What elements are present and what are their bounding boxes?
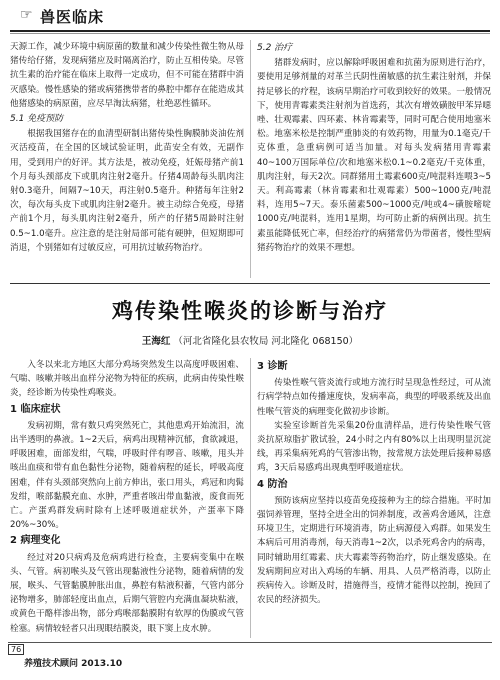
- page-footer: [8, 642, 492, 676]
- section-heading: 2 病理变化: [10, 535, 61, 547]
- paragraph: 猪群发病时，应以解除呼吸困难和抗菌为原则进行治疗，要使用足够剂量的对革兰氏阴性菌敏感的抗生素注射剂，并保持足够长的疗程，该病早期治疗可收到较好的效果。一般情况下，使用青霉素类注射剂为首选药，其次有增效磺胺甲苯异噁唑、壮观霉素、四环素、林肯霉素等，同时可配合使用地塞米松。地塞米松是控制严重肺炎的有效药物，用量为0.1毫克/千克体重，急重病例可适当加量。对每头发病猪用青霉素40~100万国际单位/次和地塞米松0.1~0.2毫克/千克体重，肌肉注射，每天2次。同群猪用土霉素600克/吨混料连喂3~5天。利高霉素（林肯霉素和壮观霉素）500~1000克/吨混料，连用5~7天。泰乐菌素500~1000克/吨或4~磺胺嘧啶1000克/吨混料，连用1星期，均可防止新的病例出现。抗生素虽能降低死亡率，但经治疗的病猪常仍为带菌者，慢性型病猪药物治疗的效果不理想。: [257, 58, 491, 253]
- header-rule-thin: [10, 33, 490, 34]
- paragraph: 天源工作，减少环境中病原菌的数量和减少传染性微生物从母猪传给仔猪，发现病猪应及时隔离治疗，防止互相传染。尽管抗生素的治疗能在临床上取得一定成功，但不可能在猪群中消灭感染。慢性感染的猪或病猪携带者的鼻腔中都存在能造成其他猪感染的病原菌，应尽早淘汰病猪，杜绝恶性循环。: [10, 42, 244, 109]
- section-heading: 1 临床症状: [10, 403, 61, 415]
- subsection-heading: 5.2 治疗: [257, 43, 293, 53]
- column-divider: [250, 40, 251, 278]
- bottom-right-column: [257, 358, 491, 607]
- bottom-left-column: [10, 358, 244, 636]
- magazine-name: 养殖技术顾问 2013.10: [24, 659, 123, 669]
- subsection-heading: 5.1 免疫预防: [10, 114, 64, 125]
- article-title: 鸡传染性喉炎的诊断与治疗: [112, 299, 388, 323]
- top-left-column: [10, 40, 244, 255]
- paragraph: 传染性喉气管炎流行或地方流行时呈现急性经过，可从流行病学特点如传播速度快，发病率高，典型的呼吸系统及出血性喉气管炎的病理变化做初步诊断。: [257, 378, 491, 417]
- paragraph: 实验室诊断首先采集20份血清样品，进行传染性喉气管炎抗原琼脂扩散试验，24小时之内有80%以上出现明显沉淀线，再采集病死鸡的气管渗出物，按常规方法处理后接种易感鸡，3天后易感鸡出现典型呼吸道症状。: [257, 420, 491, 474]
- section-heading: 4 防治: [257, 478, 288, 490]
- article-separator: [10, 283, 490, 284]
- page-header: [10, 2, 490, 40]
- column-divider: [250, 358, 251, 638]
- paragraph: 根据我国猪存在的血清型研制出猪传染性胸膜肺炎油佐剂灭活疫苗，在全国的区域试验证明，此苗安全有效，无副作用，受到用户的好评。其方法是，被动免疫，妊娠母猪产前1个月每头颈部皮下或肌肉注射2毫升。仔猪4周龄每头肌肉注射0.3毫升，间隔7~10天，再注射0.5毫升。种猪每年注射2次，每次每头皮下或肌肉注射2毫升。被主动综合免疫，母猪产前1个月，每头肌肉注射2毫升，所产的仔猪5周龄时注射0.5~1.0毫升。应注意的是注射局部可能有硬肿，但短期即可消退，个别猪如有过敏反应，可用抗过敏药物治疗。: [10, 129, 244, 253]
- pointing-hand-icon: ☞: [20, 7, 33, 23]
- paragraph: 经过对20只病鸡及危病鸡进行检查，主要病变集中在喉头、气管。病初喉头及气管出现黏液性分泌物，随着病情的发展，喉头、气管黏膜肿胀出血，鼻腔有粘液积蓄，气管内部分泌物增多，肺部轻度出血点，后期气管腔内充满血凝块粘液，或黄色干酪样渗出物，部分鸡喉部黏膜附有软厚的伪膜或气管栓塞。病情较轻者只出现眼结膜炎，眼下窦上皮水肿。: [10, 552, 244, 634]
- author-name: 王海红: [141, 336, 171, 347]
- paragraph: 入冬以来北方地区大部分鸡场突然发生以高度呼吸困难、气喘、咳嗽并咳出血样分泌物为特征的疾病，此病由传染性喉炎，经诊断为传染性鸡喉炎。: [10, 360, 244, 399]
- section-heading: 3 诊断: [257, 361, 288, 372]
- author-line: [0, 333, 500, 347]
- footer-rule: [8, 642, 492, 643]
- top-right-column: [257, 40, 491, 255]
- author-affiliation: （河北省隆化县农牧局 河北隆化 068150）: [173, 336, 359, 347]
- paragraph: 发病初期，常有数只鸡突然死亡，其他患鸡开始流泪，流出半透明的鼻液。1~2天后，病鸡出现精神沉郁，食欲减退，呼吸困难，面部发绀，气喘，呼吸时伴有啰音、咳嗽，甩头并咳出血痰和带有血色黏性分泌物，随着病程的延长，呼吸高度困难，伴有头颈部突然向上前方伸出，张口用头，鸡冠和肉髯发绀，喉部黏膜充血、水肿，严重者咳出带血黏液，废食而死亡。产蛋鸡群发病时除有上述呼吸道症状外，产蛋率下降20%~30%。: [10, 420, 244, 531]
- page-number: 76: [8, 644, 24, 655]
- header-rule: [10, 30, 490, 32]
- paragraph: 预防该病应坚持以疫苗免疫接种为主的综合措施。平时加强饲养管理，坚持全进全出的饲养制度，改善鸡舍通风，注意环境卫生，定期进行环境消毒，防止病源侵入鸡群。如果发生本病后可用消毒剂，每天消毒1~2次，以杀死鸡舍内的病毒，同时辅助用红霉素、庆大霉素等药物治疗，防止继发感染。在发病期间应对出入鸡场的车辆、用具、人员严格消毒，以防止疾病传入。诊断及时，措施得当，疫情才能得以控制，挽回了农民的经济损失。: [257, 495, 491, 606]
- section-title: 兽医临床: [40, 8, 105, 26]
